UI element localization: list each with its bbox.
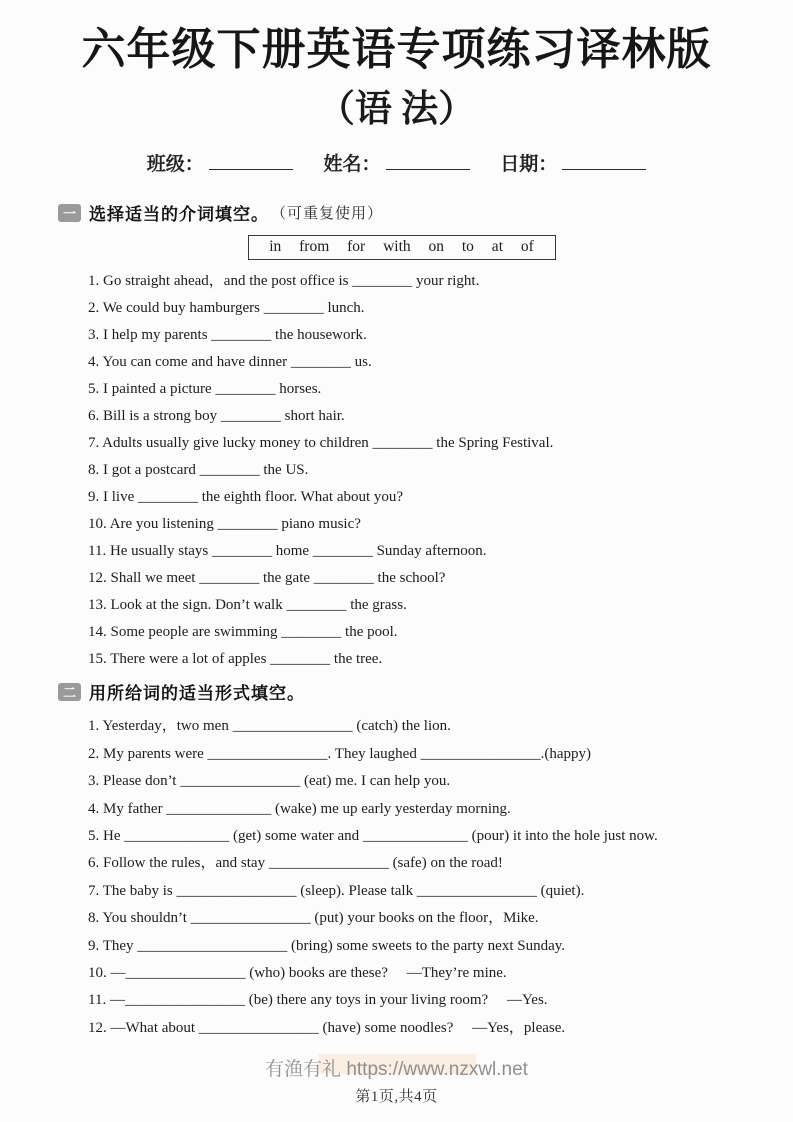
- class-field: [147, 154, 293, 175]
- section-one-badge: 一: [58, 204, 81, 222]
- name-label: 姓名：: [323, 154, 381, 176]
- section-one-note: （可重复使用）: [271, 206, 384, 223]
- question-line: 7. Adults usually give lucky money to children ________ the Spring Festival.: [88, 435, 554, 452]
- section-two-title: 用所给词的适当形式填空。: [89, 684, 305, 704]
- name-blank: [386, 154, 470, 170]
- section-one-title: 选择适当的介词填空。: [89, 205, 269, 225]
- question-line: 12. Shall we meet ________ the gate ________ the school?: [88, 570, 446, 587]
- preposition-word-bank: in from for with on to at of: [248, 235, 556, 260]
- question-line: 8. I got a postcard ________ the US.: [88, 462, 309, 479]
- section-one: [58, 200, 745, 673]
- question-line: 6. Follow the rules，and stay ________________ (safe) on the road!: [88, 855, 503, 872]
- question-line: 1. Go straight ahead，and the post office is ________ your right.: [88, 273, 480, 290]
- date-field: [500, 154, 646, 175]
- question-line: 10. —________________ (who) books are these? —They’re mine.: [88, 965, 507, 981]
- question-line: 4. My father ______________ (wake) me up early yesterday morning.: [88, 800, 511, 817]
- question-line: 5. I painted a picture ________ horses.: [88, 381, 322, 398]
- section-two-questions: [88, 713, 745, 1042]
- question-line: 6. Bill is a strong boy ________ short hair.: [88, 408, 345, 425]
- question-line: 2. My parents were ________________. They laughed ________________.(happy): [88, 745, 591, 762]
- section-two-badge: 二: [58, 683, 81, 701]
- question-line: 8. You shouldn’t ________________ (put) your books on the floor，Mike.: [88, 910, 539, 927]
- page-number: 第1页,共4页: [355, 1088, 438, 1105]
- section-two: [58, 679, 745, 1042]
- date-label: 日期：: [500, 154, 558, 176]
- date-blank: [562, 154, 646, 170]
- question-line: 14. Some people are swimming ________ the pool.: [88, 624, 398, 641]
- info-row: [0, 149, 793, 176]
- question-line: 12. —What about ________________ (have) some noodles? —Yes，please.: [88, 1019, 566, 1036]
- page-subtitle: （语 法）: [317, 88, 476, 130]
- question-line: 9. They ____________________ (bring) some sweets to the party next Sunday.: [88, 937, 566, 954]
- question-line: 7. The baby is ________________ (sleep). Please talk ________________ (quiet).: [88, 882, 585, 899]
- class-label: 班级：: [146, 154, 204, 176]
- question-line: 9. I live ________ the eighth floor. What about you?: [88, 489, 404, 506]
- question-line: 13. Look at the sign. Don’t walk ________ the grass.: [88, 597, 407, 614]
- section-two-header: [58, 679, 745, 704]
- question-line: 11. He usually stays ________ home ________ Sunday afternoon.: [88, 543, 487, 560]
- question-line: 4. You can come and have dinner ________ us.: [88, 354, 372, 371]
- question-line: 11. —________________ (be) there any toys in your living room? —Yes.: [88, 992, 548, 1009]
- question-line: 1. Yesterday，two men ________________ (catch) the lion.: [88, 718, 451, 735]
- watermark-text: 有渔有礼 https://www.nzxwl.net: [265, 1059, 528, 1081]
- section-one-questions: [88, 268, 745, 673]
- question-line: 3. I help my parents ________ the housework.: [88, 327, 367, 344]
- page-footer: [0, 1058, 793, 1106]
- class-blank: [209, 154, 293, 170]
- question-line: 2. We could buy hamburgers ________ lunch.: [88, 300, 365, 317]
- question-line: 10. Are you listening ________ piano music?: [88, 516, 361, 533]
- question-line: 3. Please don’t ________________ (eat) me. I can help you.: [88, 773, 451, 790]
- section-one-header: [58, 200, 745, 225]
- question-line: 5. He ______________ (get) some water and ______________ (pour) it into the hole just now.: [88, 827, 658, 844]
- page-title: 六年级下册英语专项练习译林版: [81, 25, 712, 74]
- question-line: 15. There were a lot of apples ________ the tree.: [88, 651, 383, 668]
- name-field: [323, 154, 469, 175]
